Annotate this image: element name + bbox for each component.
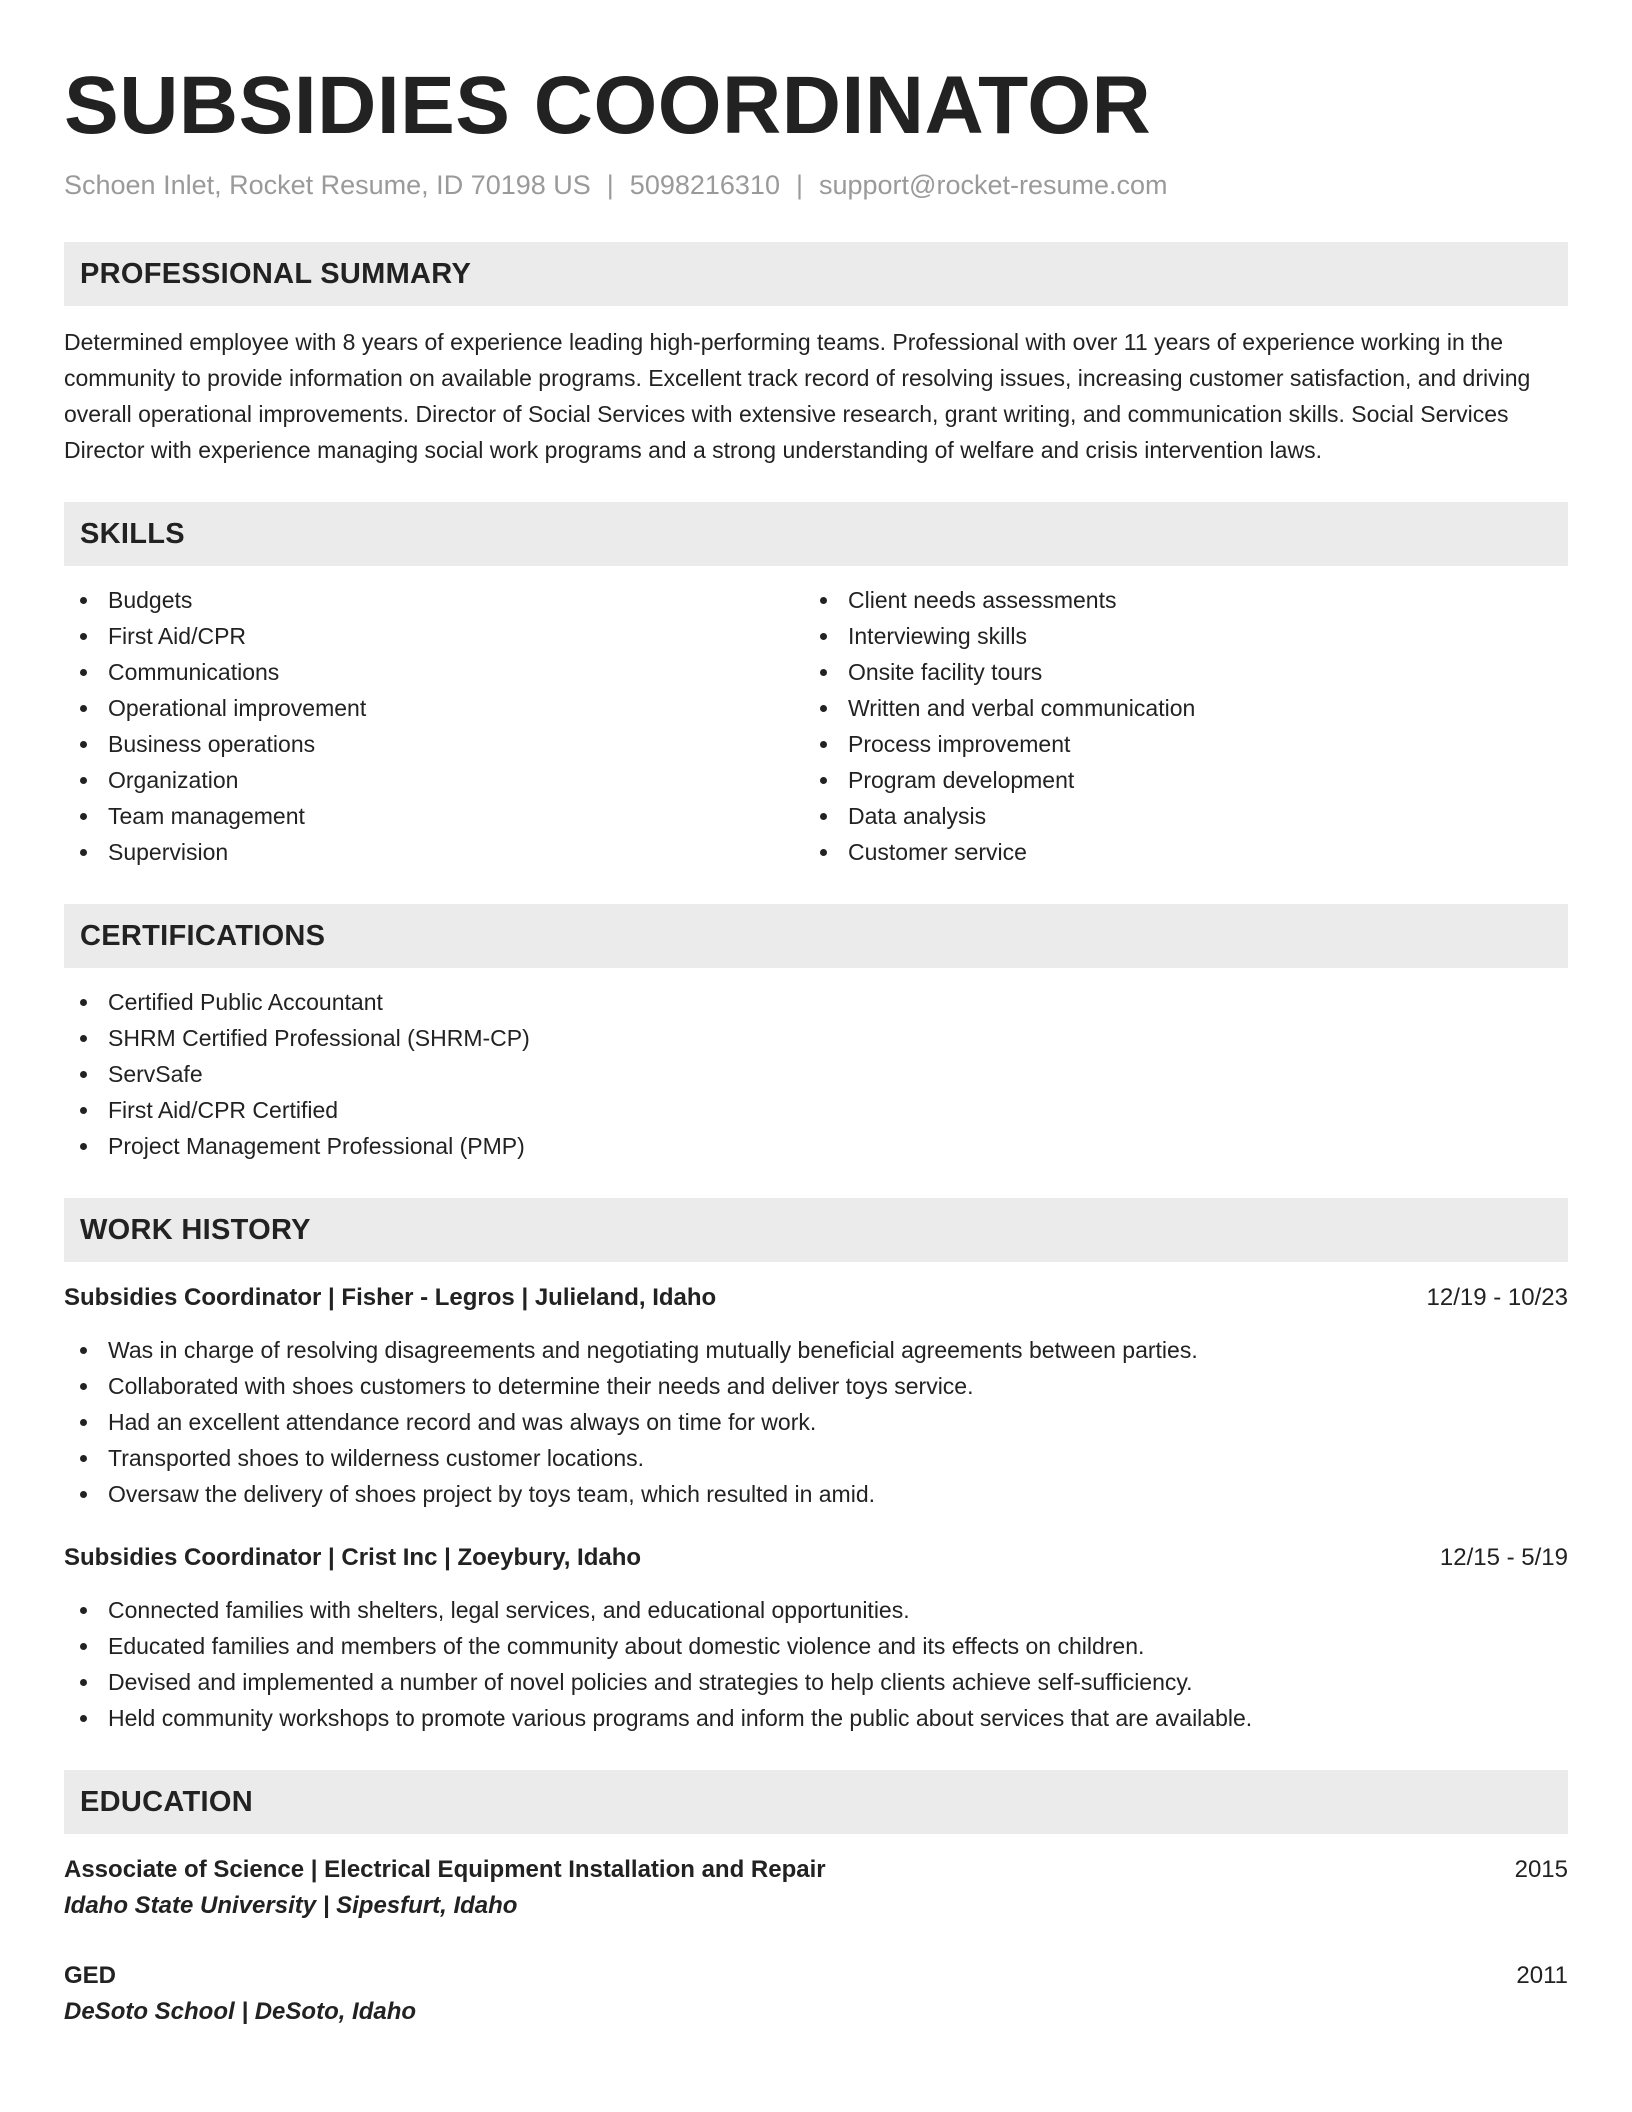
section-heading-education: EDUCATION [64, 1770, 1568, 1834]
job-entry [64, 1280, 1568, 1512]
job-bullet: Oversaw the delivery of shoes project by toys team, which resulted in amid. [64, 1476, 1568, 1512]
skill-item: Written and verbal communication [804, 690, 1544, 726]
job-title: Subsidies Coordinator | Crist Inc | Zoeybury, Idaho [64, 1544, 642, 1571]
skills-list [64, 582, 1568, 870]
certification-item: SHRM Certified Professional (SHRM-CP) [64, 1020, 1568, 1056]
skill-item: First Aid/CPR [64, 618, 804, 654]
section-heading-summary: PROFESSIONAL SUMMARY [64, 242, 1568, 306]
job-header [64, 1280, 1568, 1316]
skill-item: Supervision [64, 834, 804, 870]
skill-item: Operational improvement [64, 690, 804, 726]
education-header [64, 1852, 1568, 1888]
skill-item: Interviewing skills [804, 618, 1544, 654]
job-bullet: Was in charge of resolving disagreements and negotiating mutually beneficial agreements between parties. [64, 1332, 1568, 1368]
skills-column-left [64, 582, 804, 870]
summary-text: Determined employee with 8 years of experience leading high-performing teams. Professional with over 11 years of experience working in the community to provide information on available programs. Excellent track record of resolving issues, increasing customer satisfaction, and driving overall operational improvements. Director of Social Services with extensive research, grant writing, and communication skills. Social Services Director with experience managing social work programs and a strong understanding of welfare and crisis intervention laws. [64, 329, 1531, 463]
certification-item: Project Management Professional (PMP) [64, 1128, 1568, 1164]
job-bullet: Educated families and members of the community about domestic violence and its effects on children. [64, 1628, 1568, 1664]
skill-item: Organization [64, 762, 804, 798]
skill-item: Budgets [64, 582, 804, 618]
education-entry [64, 1958, 1568, 2030]
certification-item: ServSafe [64, 1056, 1568, 1092]
section-heading-certifications: CERTIFICATIONS [64, 904, 1568, 968]
contact-email[interactable]: support@rocket-resume.com [818, 170, 1168, 200]
certifications-list [64, 984, 1568, 1164]
job-bullet: Collaborated with shoes customers to determine their needs and deliver toys service. [64, 1368, 1568, 1404]
job-bullet: Connected families with shelters, legal services, and educational opportunities. [64, 1592, 1568, 1628]
education-header [64, 1958, 1568, 1994]
contact-line [64, 168, 1568, 202]
education-entry [64, 1852, 1568, 1924]
skill-item: Customer service [804, 834, 1544, 870]
section-heading-work-history: WORK HISTORY [64, 1198, 1568, 1262]
section-heading-skills: SKILLS [64, 502, 1568, 566]
job-bullet: Had an excellent attendance record and was always on time for work. [64, 1404, 1568, 1440]
skill-item: Process improvement [804, 726, 1544, 762]
certification-item: First Aid/CPR Certified [64, 1092, 1568, 1128]
education-year: 2015 [1514, 1856, 1568, 1883]
education-degree: GED [64, 1962, 117, 1989]
education-degree: Associate of Science | Electrical Equipment Installation and Repair [64, 1856, 826, 1883]
education-school: DeSoto School | DeSoto, Idaho [64, 1998, 417, 2025]
job-header [64, 1540, 1568, 1576]
skill-item: Client needs assessments [804, 582, 1544, 618]
job-entry [64, 1540, 1568, 1736]
job-dates: 12/15 - 5/19 [1439, 1544, 1568, 1571]
job-dates: 12/19 - 10/23 [1426, 1284, 1568, 1311]
job-bullets [64, 1592, 1568, 1736]
education-school: Idaho State University | Sipesfurt, Idaho [64, 1892, 518, 1919]
certification-item: Certified Public Accountant [64, 984, 1568, 1020]
skill-item: Data analysis [804, 798, 1544, 834]
candidate-name: SUBSIDIES COORDINATOR [64, 60, 1152, 151]
skill-item: Onsite facility tours [804, 654, 1544, 690]
job-bullet: Held community workshops to promote various programs and inform the public about services that are available. [64, 1700, 1568, 1736]
contact-separator: | [795, 170, 803, 200]
contact-separator: | [606, 170, 614, 200]
skills-column-right [804, 582, 1544, 870]
skill-item: Communications [64, 654, 804, 690]
skill-item: Business operations [64, 726, 804, 762]
job-bullet: Transported shoes to wilderness customer locations. [64, 1440, 1568, 1476]
skill-item: Team management [64, 798, 804, 834]
job-title: Subsidies Coordinator | Fisher - Legros | Julieland, Idaho [64, 1284, 717, 1311]
contact-address: Schoen Inlet, Rocket Resume, ID 70198 US [64, 170, 591, 200]
education-year: 2011 [1516, 1962, 1568, 1989]
skill-item: Program development [804, 762, 1544, 798]
job-bullet: Devised and implemented a number of novel policies and strategies to help clients achieve self-sufficiency. [64, 1664, 1568, 1700]
contact-phone[interactable]: 5098216310 [629, 170, 780, 200]
job-bullets [64, 1332, 1568, 1512]
